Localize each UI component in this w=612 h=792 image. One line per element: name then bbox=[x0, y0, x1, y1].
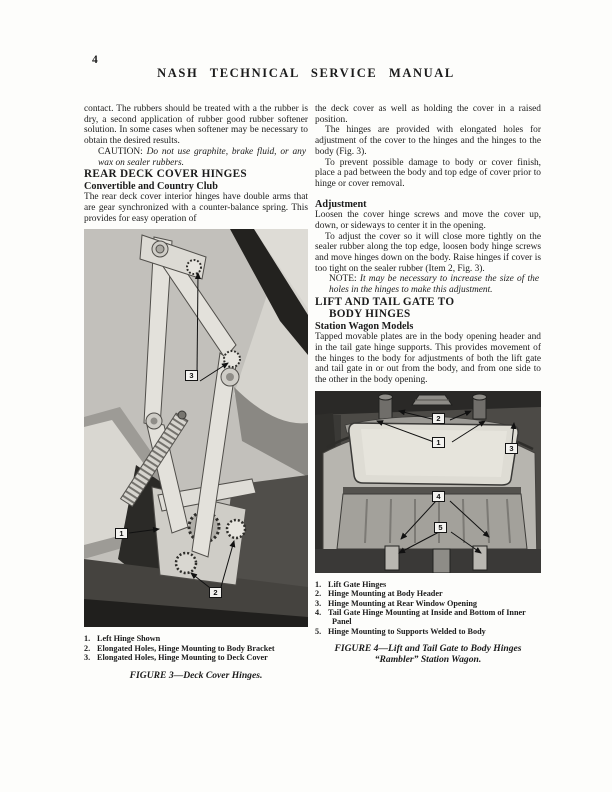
figure3-legend-item-2 bbox=[84, 644, 308, 653]
figure4-caption bbox=[315, 644, 541, 665]
figure4-legend-item-3 bbox=[315, 599, 541, 608]
figure-3 bbox=[84, 229, 308, 681]
heading-line-1: LIFT AND TAIL GATE TO bbox=[315, 295, 455, 308]
figure3-photo bbox=[84, 229, 308, 627]
legend-number: 3. bbox=[315, 598, 322, 608]
caution-text: Do not use graphite, brake fluid, or any wax on sealer rubbers. bbox=[98, 146, 306, 168]
subheading-adjustment: Adjustment bbox=[315, 198, 367, 210]
legend-number: 3. bbox=[84, 653, 91, 663]
legend-number: 1. bbox=[315, 579, 322, 589]
legend-text: Elongated Holes, Hinge Mounting to Body Bracket bbox=[97, 643, 275, 653]
deck-cover-hinge-photo bbox=[84, 229, 308, 627]
legend-number: 4. bbox=[315, 607, 322, 617]
paragraph-elongated-holes: The hinges are provided with elongated holes for adjustment of the cover to the hinges and the hinges to the body (Fig. 3). bbox=[315, 125, 541, 157]
figure4-legend-item-5 bbox=[315, 627, 541, 636]
paragraph-adjust-cover: To adjust the cover so it will close more tightly on the sealer rubber along the top edge, loosen body hinge screws and move hinges down on the body. Raise hinges if cover is too tight on the sealer rubber (Item 2, Fig. 3). bbox=[315, 231, 541, 274]
station-wagon-tailgate-photo bbox=[315, 391, 541, 573]
legend-text: Lift Gate Hinges bbox=[328, 579, 387, 589]
subheading-station-wagon: Station Wagon Models bbox=[315, 320, 414, 332]
paragraph-loosen: Loosen the cover hinge screws and move the cover up, down, or sideways to center it in the opening. bbox=[315, 210, 541, 231]
figure4-legend bbox=[315, 580, 541, 636]
legend-number: 2. bbox=[84, 643, 91, 653]
legend-text: Hinge Mounting to Supports Welded to Body bbox=[328, 626, 486, 636]
caution-note bbox=[84, 147, 308, 168]
figure3-callout-2: 2 bbox=[209, 587, 222, 598]
figure4-callout-3: 3 bbox=[505, 443, 518, 454]
figure4-callout-2: 2 bbox=[432, 413, 445, 424]
page-number: 4 bbox=[92, 54, 98, 66]
figure4-caption-line2: “Rambler” Station Wagon. bbox=[374, 653, 482, 665]
figure3-legend bbox=[84, 634, 308, 662]
legend-number: 2. bbox=[315, 589, 322, 599]
subheading-convertible: Convertible and Country Club bbox=[84, 180, 218, 192]
legend-text: Hinge Mounting at Body Header bbox=[328, 589, 443, 599]
section-heading-lift-tail-gate bbox=[315, 296, 541, 321]
legend-text: Left Hinge Shown bbox=[97, 634, 161, 644]
left-column bbox=[84, 104, 308, 681]
paragraph-hinge-arms: The rear deck cover interior hinges have double arms that are gear synchronized with a counter-balance spring. This provides for easy operation of bbox=[84, 192, 308, 224]
legend-number: 1. bbox=[84, 634, 91, 644]
figure4-callout-4: 4 bbox=[432, 491, 445, 502]
legend-text: Hinge Mounting at Rear Window Opening bbox=[328, 598, 477, 608]
figure3-caption: FIGURE 3—Deck Cover Hinges. bbox=[129, 669, 263, 681]
figure4-callout-1: 1 bbox=[432, 437, 445, 448]
note-block bbox=[315, 274, 541, 295]
figure4-caption-line1: FIGURE 4—Lift and Tail Gate to Body Hinges bbox=[334, 643, 522, 655]
figure-4 bbox=[315, 391, 541, 665]
section-heading-rear-deck: REAR DECK COVER HINGES bbox=[84, 168, 247, 181]
paragraph-deck-cover: the deck cover as well as holding the cover in a raised position. bbox=[315, 104, 541, 125]
figure3-legend-item-3 bbox=[84, 653, 308, 662]
figure3-legend-item-1 bbox=[84, 634, 308, 643]
legend-text: Elongated Holes, Hinge Mounting to Deck Cover bbox=[97, 653, 268, 663]
heading-line-2: BODY HINGES bbox=[329, 308, 411, 321]
note-label: NOTE: bbox=[329, 274, 357, 285]
figure3-callout-3: 3 bbox=[185, 370, 198, 381]
figure4-photo bbox=[315, 391, 541, 573]
figure4-callout-5: 5 bbox=[434, 522, 447, 533]
legend-number: 5. bbox=[315, 626, 322, 636]
figure4-legend-item-1 bbox=[315, 580, 541, 589]
paragraph-contact: contact. The rubbers should be treated with a the rubber is dry, a second application of rubber good rubber softener solution. In some cases when softener may be necessary to obtain the desired results. bbox=[84, 104, 308, 147]
note-text: It may be necessary to increase the size of the holes in the hinges to make this adjustment. bbox=[329, 274, 540, 296]
figure3-callout-1: 1 bbox=[115, 528, 128, 539]
figure4-legend-item-2 bbox=[315, 589, 541, 598]
legend-text: Tail Gate Hinge Mounting at Inside and Bottom of Inner Panel bbox=[328, 607, 526, 627]
manual-title: NASH TECHNICAL SERVICE MANUAL bbox=[157, 66, 455, 80]
caution-label: CAUTION: bbox=[98, 146, 143, 157]
figure4-legend-item-4 bbox=[315, 608, 541, 627]
paragraph-prevent-damage: To prevent possible damage to body or cover finish, place a pad between the body and top edge of cover prior to hinge or cover removal. bbox=[315, 157, 541, 189]
right-column bbox=[315, 104, 541, 665]
paragraph-tapped-plates: Tapped movable plates are in the body opening header and in the tail gate hinge supports. This provides movement of the hinges to the body for adjustments of both the lift gate and tail gate in or out from the body, and from one side to the other in the body opening. bbox=[315, 332, 541, 386]
